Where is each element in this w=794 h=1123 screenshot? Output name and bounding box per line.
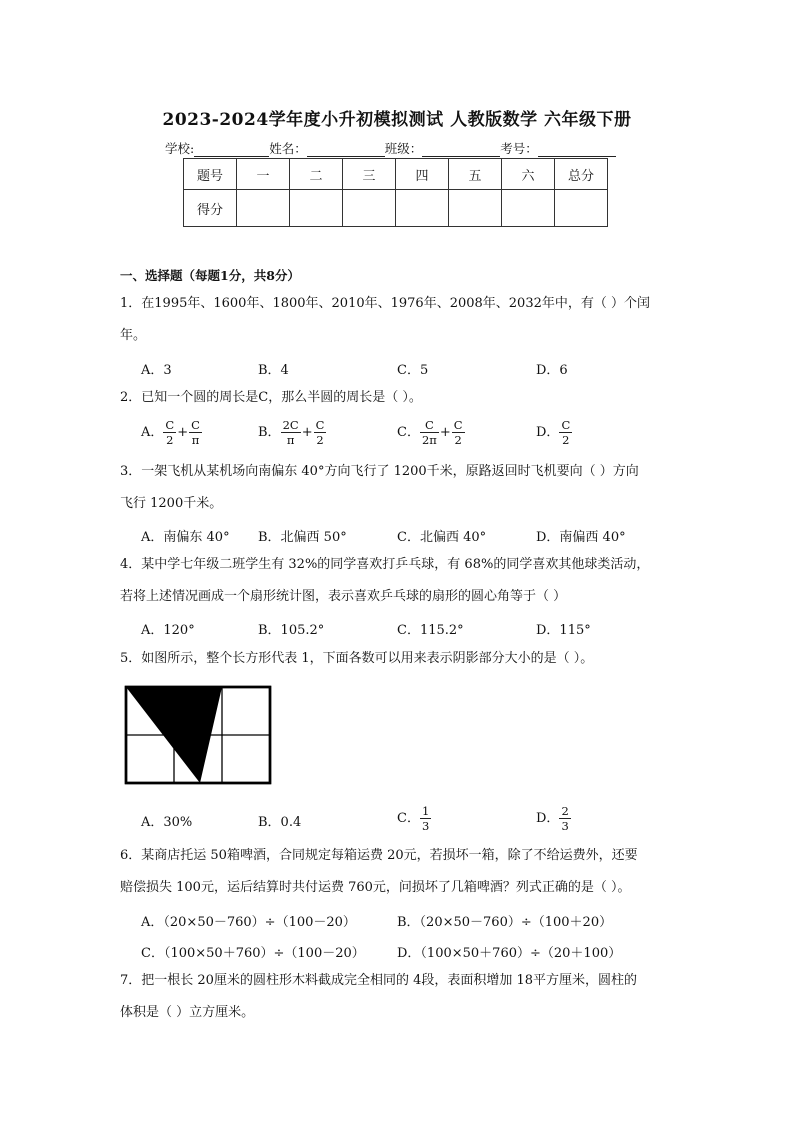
q1-option-c[interactable]: C．5 [397,363,429,378]
score-table [183,158,608,227]
student-info-line [165,139,616,157]
question-6-line-1: 6．某商店托运 50箱啤酒，合同规定每箱运费 20元，若损坏一箱，除了不给运费外，还要 [120,848,638,863]
score-cell[interactable] [396,190,449,227]
q1-option-b[interactable]: B．4 [258,363,289,378]
score-header-cell: 题号 [184,159,237,190]
q4-option-a[interactable]: A．120° [141,623,195,638]
question-7 [120,965,690,1029]
q4-option-d[interactable]: D．115° [536,623,591,638]
option-label: D． [536,425,560,440]
option-label: B． [258,425,281,440]
score-cell[interactable] [555,190,608,227]
fraction: $\frac{C}{2\pi}$ [421,418,437,447]
score-header-cell: 五 [449,159,502,190]
question-6 [120,840,690,904]
q1-option-d[interactable]: D．6 [536,363,568,378]
section-heading-choice: 一、选择题（每题1分，共8分） [120,268,300,283]
score-header-cell: 六 [502,159,555,190]
question-4-line-2: 若将上述情况画成一个扇形统计图，表示喜欢乒乓球的扇形的圆心角等于（ ） [120,589,567,604]
score-cell[interactable] [343,190,396,227]
score-header-cell: 四 [396,159,449,190]
question-3-line-1: 3．一架飞机从某机场向南偏东 40°方向飞行了 1200千米，原路返回时飞机要向（ ）方向 [120,464,639,479]
fraction: $\frac{C}{2}$ [165,418,175,447]
score-cell[interactable] [237,190,290,227]
q2-option-c[interactable]: C． $\frac{C}{2\pi}$ + $\frac{C}{2}$ [397,418,463,447]
q4-option-c[interactable]: C．115.2° [397,623,464,638]
q5-option-c[interactable] [397,804,431,833]
option-label: D． [536,811,560,826]
score-table-score-row [184,190,608,227]
q2-option-d[interactable] [536,418,572,447]
class-blank[interactable] [422,143,500,157]
q3-option-d[interactable]: D．南偏西 40° [536,530,626,545]
exam-no-blank[interactable] [538,143,616,157]
question-2 [120,382,690,414]
question-1-line-1: 1．在1995年、1600年、1800年、2010年、1976年、2008年、2032年中，有（ ）个闰 [120,296,650,311]
fraction: $\frac{2C}{\pi}$ [282,418,299,447]
option-label: A． [141,425,164,440]
question-7-line-1: 7．把一根长 20厘米的圆柱形木料截成完全相同的 4段，表面积增加 18平方厘米，圆柱的 [120,973,638,988]
shaded-rectangle-figure [124,685,274,787]
score-header-cell: 三 [343,159,396,190]
q2-option-a[interactable]: A． $\frac{C}{2}$ + $\frac{C}{\pi}$ [141,418,200,447]
school-blank[interactable] [194,143,269,157]
q6-option-b[interactable]: B．（20×50－760）÷（100＋20） [397,915,613,930]
fraction: $\frac{C}{2}$ [453,418,463,447]
score-cell[interactable] [502,190,555,227]
score-row-label: 得分 [184,190,237,227]
question-1 [120,288,690,352]
q5-option-d[interactable] [536,804,571,833]
q3-option-a[interactable]: A．南偏东 40° [141,530,230,545]
question-3-line-2: 飞行 1200千米。 [120,496,223,511]
q3-option-c[interactable]: C．北偏西 40° [397,530,487,545]
q6-option-d[interactable]: D．（100×50＋760）÷（20＋100） [397,946,622,961]
q4-option-b[interactable]: B．105.2° [258,623,325,638]
question-3 [120,456,690,520]
option-label: C． [397,811,420,826]
option-label: C． [397,425,420,440]
fraction: $\frac{2}{3}$ [561,804,569,833]
score-header-cell: 一 [237,159,290,190]
question-5 [120,643,690,675]
fraction: $\frac{C}{2}$ [315,418,325,447]
score-header-cell: 二 [290,159,343,190]
q5-option-b[interactable]: B．0.4 [258,815,302,830]
question-4 [120,549,690,613]
name-label: 姓名： [269,141,307,156]
question-5-text: 5．如图所示，整个长方形代表 1，下面各数可以用来表示阴影部分大小的是（ ）。 [120,651,594,666]
score-table-header-row [184,159,608,190]
question-4-line-1: 4．某中学七年级二班学生有 32%的同学喜欢打乒乓球，有 68%的同学喜欢其他球类活动， [120,557,650,572]
fraction: $\frac{C}{\pi}$ [191,418,200,447]
exam-no-label: 考号： [500,141,538,156]
question-6-line-2: 赔偿损失 100元，运后结算时共付运费 760元，问损坏了几箱啤酒？列式正确的是（ ）。 [120,880,631,895]
exam-title: 2023-2024学年度小升初模拟测试 人教版数学 六年级下册 [162,110,632,130]
q3-option-b[interactable]: B．北偏西 50° [258,530,347,545]
question-7-line-2: 体积是（ ）立方厘米。 [120,1005,255,1020]
fraction: $\frac{1}{3}$ [421,804,430,833]
score-header-cell: 总分 [555,159,608,190]
score-cell[interactable] [290,190,343,227]
class-label: 班级： [384,141,423,156]
score-cell[interactable] [449,190,502,227]
question-2-text: 2．已知一个圆的周长是C，那么半圆的周长是（ ）。 [120,390,422,405]
q2-option-b[interactable]: B． $\frac{2C}{\pi}$ + $\frac{C}{2}$ [258,418,325,447]
q6-option-a[interactable]: A．（20×50－760）÷（100－20） [141,915,356,930]
name-blank[interactable] [307,143,385,157]
fraction: $\frac{C}{2}$ [561,418,571,447]
school-label: 学校: [165,141,195,156]
question-1-line-2: 年。 [120,328,147,343]
q5-option-a[interactable]: A．30% [141,815,193,830]
q6-option-c[interactable]: C．（100×50＋760）÷（100－20） [141,946,365,961]
q1-option-a[interactable]: A．3 [141,363,172,378]
